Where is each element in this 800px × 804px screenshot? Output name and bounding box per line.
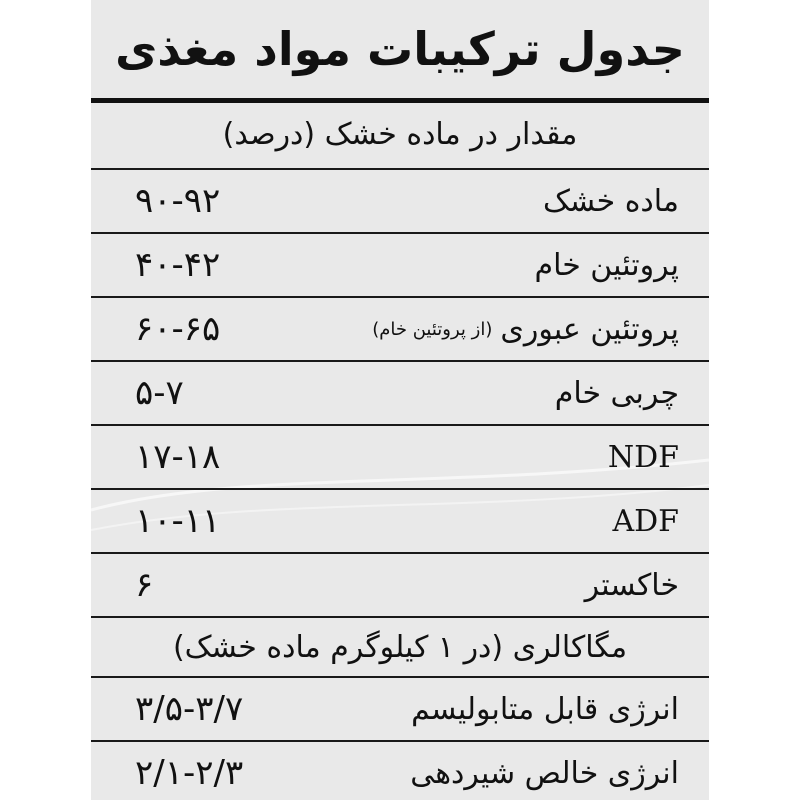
row-value: ۴۰-۴۲ xyxy=(135,245,221,285)
row-value: ۱۷-۱۸ xyxy=(135,437,221,477)
table-title: جدول ترکیبات مواد مغذی xyxy=(115,22,685,76)
row-label-text: چربی خام xyxy=(554,375,679,411)
row-label-text: ماده خشک xyxy=(543,183,679,219)
row-label-text: پروتئین خام xyxy=(534,247,679,283)
row-value: ۶ xyxy=(135,565,154,605)
table-row xyxy=(91,234,709,296)
section-header-dry-matter xyxy=(91,103,709,165)
section-header-energy xyxy=(91,616,709,678)
row-value: ۲/۱-۲/۳ xyxy=(135,753,244,793)
table-row xyxy=(91,554,709,616)
row-label xyxy=(585,554,679,616)
table-row xyxy=(91,678,709,740)
title-area xyxy=(91,0,709,98)
table-row xyxy=(91,490,709,552)
nutrient-table xyxy=(91,0,709,800)
table-row xyxy=(91,426,709,488)
row-label xyxy=(411,678,679,740)
row-label xyxy=(543,170,679,232)
table-row xyxy=(91,362,709,424)
row-label xyxy=(555,362,679,424)
row-label-text: انرژی قابل متابولیسم xyxy=(411,691,679,727)
row-label-text: ADF xyxy=(612,503,679,539)
table-row xyxy=(91,742,709,804)
row-value: ۳/۵-۳/۷ xyxy=(135,689,244,729)
row-label-text: پروتئین عبوری xyxy=(500,311,679,347)
row-value: ۵-۷ xyxy=(135,373,184,413)
row-label xyxy=(535,234,679,296)
row-label xyxy=(608,426,679,488)
section-header-energy-text: مگاکالری (در ۱ کیلوگرم ماده خشک) xyxy=(172,629,628,665)
row-label xyxy=(612,490,679,552)
row-label xyxy=(410,742,679,804)
row-value: ۶۰-۶۵ xyxy=(135,309,221,349)
row-label-text: انرژی خالص شیردهی xyxy=(410,755,679,791)
row-label-text: خاکستر xyxy=(584,567,679,603)
row-value: ۹۰-۹۲ xyxy=(135,181,221,221)
row-label xyxy=(372,298,679,360)
table-row xyxy=(91,298,709,360)
row-label-text: NDF xyxy=(607,439,679,475)
section-header-dry-matter-text: مقدار در ماده خشک (درصد) xyxy=(222,116,578,152)
row-value: ۱۰-۱۱ xyxy=(135,501,221,541)
row-label-note: (از پروتئین خام) xyxy=(372,318,493,340)
table-row xyxy=(91,170,709,232)
